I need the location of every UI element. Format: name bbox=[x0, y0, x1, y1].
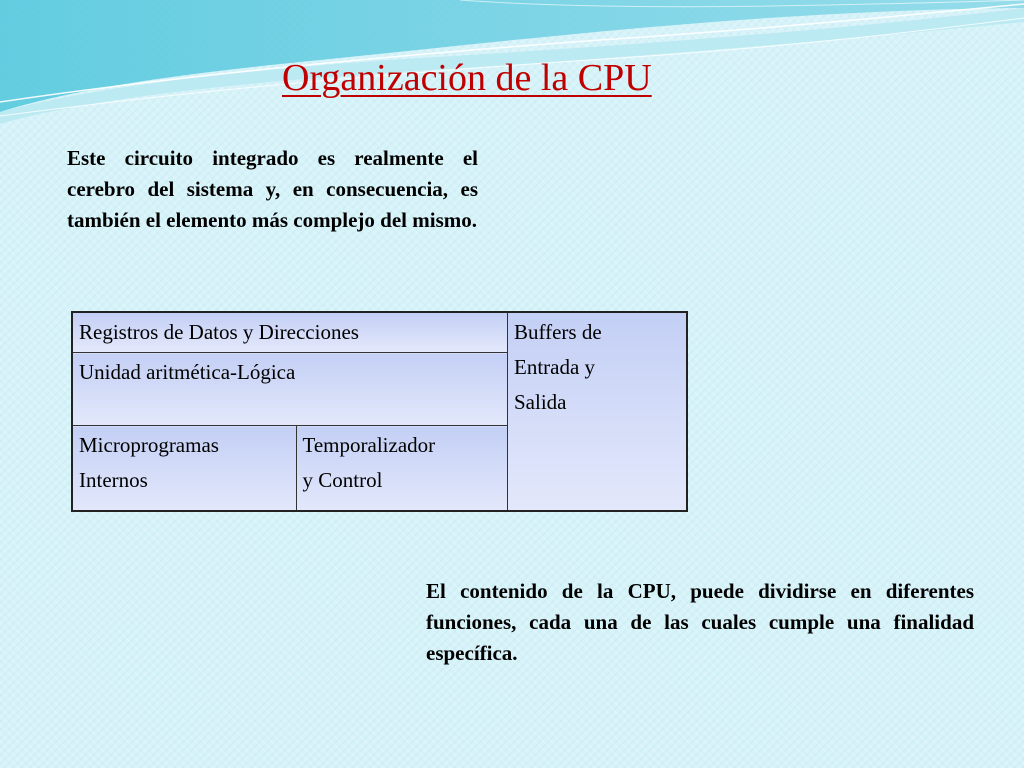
cell-temp-line2: y Control bbox=[302, 468, 383, 492]
cell-temporalizador bbox=[296, 426, 508, 512]
cell-alu-label: Unidad aritmética-Lógica bbox=[79, 360, 296, 384]
page-title: Organización de la CPU bbox=[282, 57, 652, 99]
cell-alu bbox=[72, 353, 508, 426]
cell-buffers-line1: Buffers de bbox=[514, 320, 602, 344]
cell-buffers-line2: Entrada y bbox=[514, 355, 596, 379]
cell-micro-line1: Microprogramas bbox=[79, 433, 219, 457]
cell-registros-label: Registros de Datos y Direcciones bbox=[79, 320, 359, 344]
cell-micro-line2: Internos bbox=[79, 468, 148, 492]
cell-microprogramas bbox=[72, 426, 296, 512]
conclusion-paragraph: El contenido de la CPU, puede dividirse en diferentes funciones, cada una de las cuales cumple una finalidad específica. bbox=[426, 579, 974, 665]
cell-buffers bbox=[508, 312, 688, 511]
cpu-organization-table bbox=[71, 311, 688, 512]
cell-registros bbox=[72, 312, 508, 353]
intro-paragraph: Este circuito integrado es realmente el cerebro del sistema y, en consecuencia, es también el elemento más complejo del mismo. bbox=[67, 146, 478, 232]
cell-temp-line1: Temporalizador bbox=[302, 433, 436, 457]
cell-buffers-line3: Salida bbox=[514, 390, 567, 414]
